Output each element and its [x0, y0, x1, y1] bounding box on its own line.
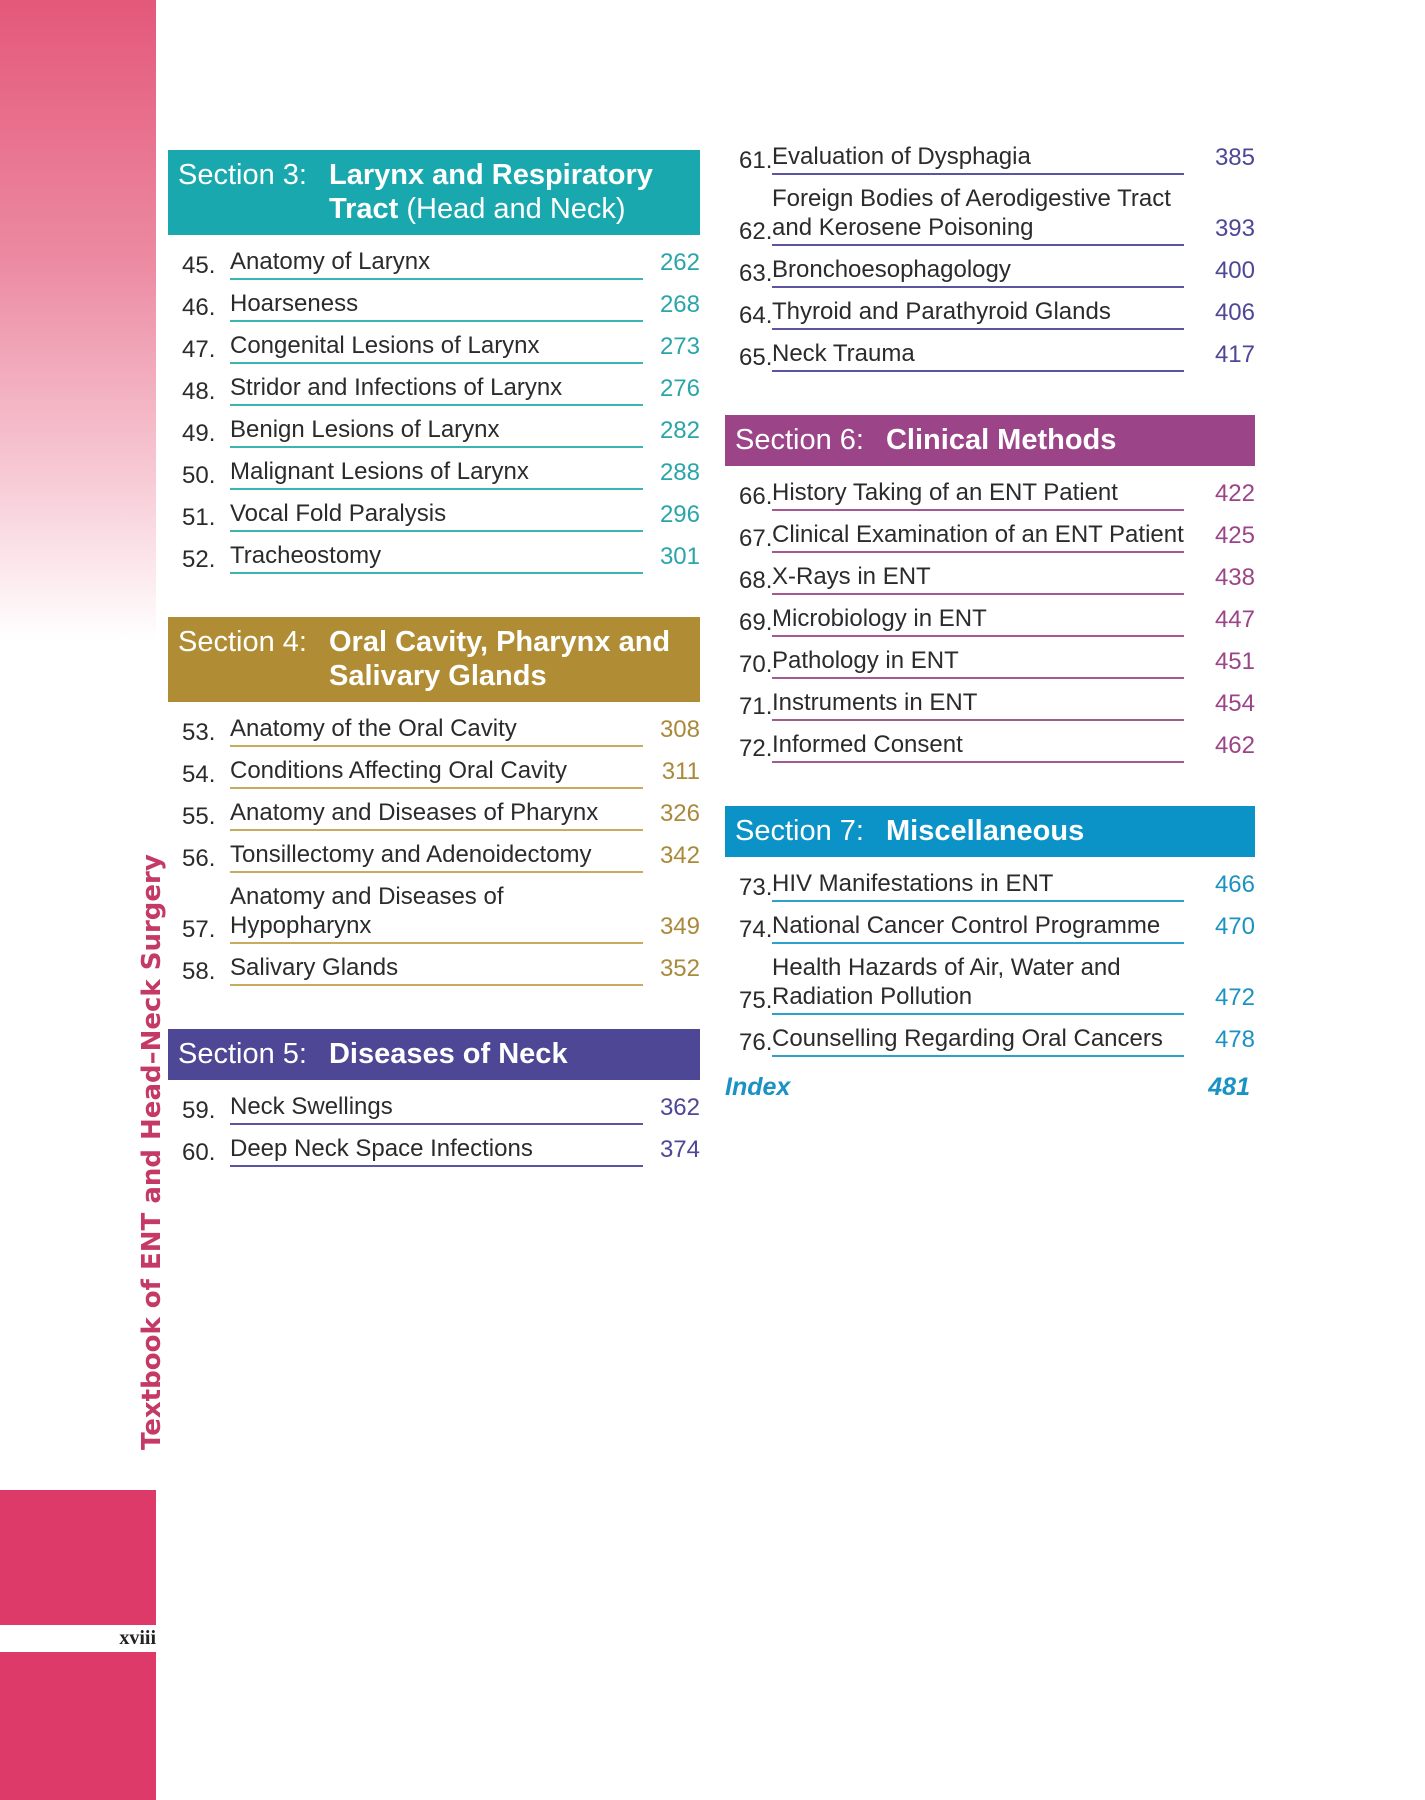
chapter-title: Bronchoesophagology [772, 255, 1184, 288]
chapter-page: 472 [1214, 984, 1255, 1011]
toc-entry[interactable] [725, 730, 1255, 763]
page-number: xviii [119, 1627, 156, 1649]
section-3 [168, 150, 700, 574]
side-band-block-lower [0, 1652, 156, 1800]
chapter-page: 282 [659, 417, 700, 444]
chapter-title: Anatomy of the Oral Cavity [230, 714, 643, 747]
chapter-page: 451 [1214, 648, 1255, 675]
chapter-page: 326 [659, 800, 700, 827]
section-subtitle: (Head and Neck) [406, 193, 626, 225]
chapter-page: 308 [659, 716, 700, 743]
section-5 [168, 1029, 700, 1167]
chapter-title: National Cancer Control Programme [772, 911, 1184, 944]
side-band-rule [0, 1622, 156, 1625]
section-title: Clinical Methods [885, 424, 1117, 456]
toc-entry[interactable] [168, 415, 700, 448]
section-header [168, 150, 700, 235]
section-6 [725, 415, 1255, 763]
chapter-title: Conditions Affecting Oral Cavity [230, 756, 643, 789]
toc-entry[interactable] [168, 373, 700, 406]
chapter-title: History Taking of an ENT Patient [772, 478, 1184, 511]
toc-entry[interactable] [168, 457, 700, 490]
chapter-number: 72. [739, 735, 773, 762]
toc-entry[interactable] [725, 255, 1255, 288]
section-header [725, 806, 1255, 857]
entry-list [725, 478, 1255, 763]
section-7 [725, 806, 1255, 1057]
chapter-number: 69. [739, 609, 773, 636]
chapter-title: Informed Consent [772, 730, 1184, 763]
chapter-title: Anatomy of Larynx [230, 247, 643, 280]
section-title: Oral Cavity, Pharynx and Salivary Glands [328, 626, 671, 692]
chapter-number: 68. [739, 567, 773, 594]
chapter-page: 462 [1214, 732, 1255, 759]
chapter-title: Deep Neck Space Infections [230, 1134, 643, 1167]
chapter-page: 362 [659, 1094, 700, 1121]
chapter-title: Vocal Fold Paralysis [230, 499, 643, 532]
chapter-number: 64. [739, 302, 773, 329]
toc-entry[interactable] [168, 840, 700, 873]
section-label: Section 4: [178, 626, 307, 658]
toc-entry[interactable] [725, 646, 1255, 679]
chapter-number: 49. [182, 420, 216, 447]
toc-entry[interactable] [725, 869, 1255, 902]
chapter-number: 57. [182, 916, 216, 943]
running-book-title: Textbook of ENT and Head–Neck Surgery [137, 854, 167, 1450]
chapter-title: Neck Trauma [772, 339, 1184, 372]
toc-entry[interactable] [168, 1134, 700, 1167]
chapter-page: 374 [659, 1136, 700, 1163]
chapter-title: Salivary Glands [230, 953, 643, 986]
chapter-title: Foreign Bodies of Aerodigestive Tract and Kerosene Poisoning [772, 184, 1184, 246]
chapter-page: 352 [659, 955, 700, 982]
chapter-title: Hoarseness [230, 289, 643, 322]
chapter-page: 301 [659, 543, 700, 570]
section-label: Section 7: [735, 815, 864, 847]
chapter-page: 393 [1214, 215, 1255, 242]
section-header [168, 617, 700, 702]
chapter-title: Anatomy and Diseases of Hypopharynx [230, 882, 643, 944]
chapter-page: 400 [1214, 257, 1255, 284]
section-title-wrap [329, 158, 690, 226]
chapter-number: 70. [739, 651, 773, 678]
section-header [725, 415, 1255, 466]
chapter-title: Stridor and Infections of Larynx [230, 373, 643, 406]
toc-entry[interactable] [725, 142, 1255, 175]
entry-list [725, 869, 1255, 1057]
chapter-number: 46. [182, 294, 216, 321]
chapter-number: 71. [739, 693, 773, 720]
index-label: Index [725, 1073, 791, 1101]
toc-entry[interactable] [168, 953, 700, 986]
chapter-title: Microbiology in ENT [772, 604, 1184, 637]
toc-entry[interactable] [725, 911, 1255, 944]
chapter-number: 54. [182, 761, 216, 788]
chapter-page: 342 [659, 842, 700, 869]
chapter-title: Health Hazards of Air, Water and Radiation Pollution [772, 953, 1184, 1015]
chapter-page: 425 [1214, 522, 1255, 549]
toc-entry[interactable] [168, 798, 700, 831]
chapter-number: 60. [182, 1139, 216, 1166]
index-entry[interactable] [725, 1073, 1250, 1102]
toc-entry[interactable] [168, 247, 700, 280]
chapter-page: 454 [1214, 690, 1255, 717]
chapter-title: Neck Swellings [230, 1092, 643, 1125]
chapter-title: Evaluation of Dysphagia [772, 142, 1184, 175]
chapter-number: 55. [182, 803, 216, 830]
chapter-number: 76. [739, 1029, 773, 1056]
section-label: Section 5: [178, 1038, 307, 1070]
chapter-page: 478 [1214, 1026, 1255, 1053]
toc-entry[interactable] [168, 541, 700, 574]
toc-entry[interactable] [725, 184, 1255, 246]
index-page: 481 [1208, 1073, 1250, 1101]
chapter-page: 417 [1214, 341, 1255, 368]
chapter-title: Pathology in ENT [772, 646, 1184, 679]
chapter-number: 48. [182, 378, 216, 405]
chapter-page: 466 [1214, 871, 1255, 898]
chapter-number: 61. [739, 147, 773, 174]
toc-entry[interactable] [168, 1092, 700, 1125]
toc-entry[interactable] [725, 688, 1255, 721]
chapter-title: Thyroid and Parathyroid Glands [772, 297, 1184, 330]
section-label: Section 3: [178, 159, 307, 191]
chapter-number: 73. [739, 874, 773, 901]
toc-entry[interactable] [725, 562, 1255, 595]
chapter-title: Instruments in ENT [772, 688, 1184, 721]
toc-entry[interactable] [725, 297, 1255, 330]
toc-right-column [725, 142, 1255, 1102]
chapter-title: Tracheostomy [230, 541, 643, 574]
chapter-number: 47. [182, 336, 216, 363]
chapter-number: 66. [739, 483, 773, 510]
chapter-title: Malignant Lesions of Larynx [230, 457, 643, 490]
chapter-number: 59. [182, 1097, 216, 1124]
chapter-number: 52. [182, 546, 216, 573]
toc-entry[interactable] [725, 1024, 1255, 1057]
chapter-page: 273 [659, 333, 700, 360]
chapter-number: 50. [182, 462, 216, 489]
toc-entry[interactable] [725, 520, 1255, 553]
entry-list [725, 142, 1255, 372]
toc-entry[interactable] [725, 953, 1255, 1015]
section-header [168, 1029, 700, 1080]
chapter-title: Benign Lesions of Larynx [230, 415, 643, 448]
entry-list [168, 1092, 700, 1167]
section-5-continued [725, 142, 1255, 372]
chapter-page: 311 [661, 758, 700, 785]
chapter-number: 63. [739, 260, 773, 287]
toc-entry[interactable] [168, 499, 700, 532]
toc-entry[interactable] [725, 604, 1255, 637]
chapter-page: 438 [1214, 564, 1255, 591]
chapter-number: 56. [182, 845, 216, 872]
chapter-number: 53. [182, 719, 216, 746]
chapter-number: 58. [182, 958, 216, 985]
chapter-title: Anatomy and Diseases of Pharynx [230, 798, 643, 831]
chapter-title: Clinical Examination of an ENT Patient [772, 520, 1184, 553]
chapter-page: 268 [659, 291, 700, 318]
chapter-title: Tonsillectomy and Adenoidectomy [230, 840, 643, 873]
toc-entry[interactable] [725, 339, 1255, 372]
chapter-number: 67. [739, 525, 773, 552]
chapter-number: 45. [182, 252, 216, 279]
chapter-number: 65. [739, 344, 773, 371]
chapter-page: 276 [659, 375, 700, 402]
chapter-title: Congenital Lesions of Larynx [230, 331, 643, 364]
side-band-block [0, 1490, 156, 1622]
chapter-page: 406 [1214, 299, 1255, 326]
toc-entry[interactable] [725, 478, 1255, 511]
section-title: Larynx and Respiratory Tract [328, 159, 653, 225]
chapter-page: 296 [659, 501, 700, 528]
chapter-title: Counselling Regarding Oral Cancers [772, 1024, 1184, 1057]
toc-entry[interactable] [168, 289, 700, 322]
toc-entry[interactable] [168, 756, 700, 789]
chapter-page: 385 [1214, 144, 1255, 171]
chapter-page: 422 [1214, 480, 1255, 507]
chapter-page: 447 [1214, 606, 1255, 633]
section-label: Section 6: [735, 424, 864, 456]
toc-entry[interactable] [168, 714, 700, 747]
entry-list [168, 714, 700, 986]
chapter-page: 288 [659, 459, 700, 486]
chapter-number: 75. [739, 987, 773, 1014]
section-4 [168, 617, 700, 986]
chapter-number: 51. [182, 504, 216, 531]
chapter-title: HIV Manifestations in ENT [772, 869, 1184, 902]
chapter-number: 74. [739, 916, 773, 943]
toc-entry[interactable] [168, 882, 700, 944]
section-title: Miscellaneous [885, 815, 1085, 847]
chapter-page: 262 [659, 249, 700, 276]
chapter-title: X-Rays in ENT [772, 562, 1184, 595]
chapter-number: 62. [739, 218, 773, 245]
toc-entry[interactable] [168, 331, 700, 364]
chapter-page: 349 [659, 913, 700, 940]
chapter-page: 470 [1214, 913, 1255, 940]
toc-left-column [168, 150, 700, 1176]
section-title: Diseases of Neck [328, 1038, 568, 1070]
entry-list [168, 247, 700, 574]
